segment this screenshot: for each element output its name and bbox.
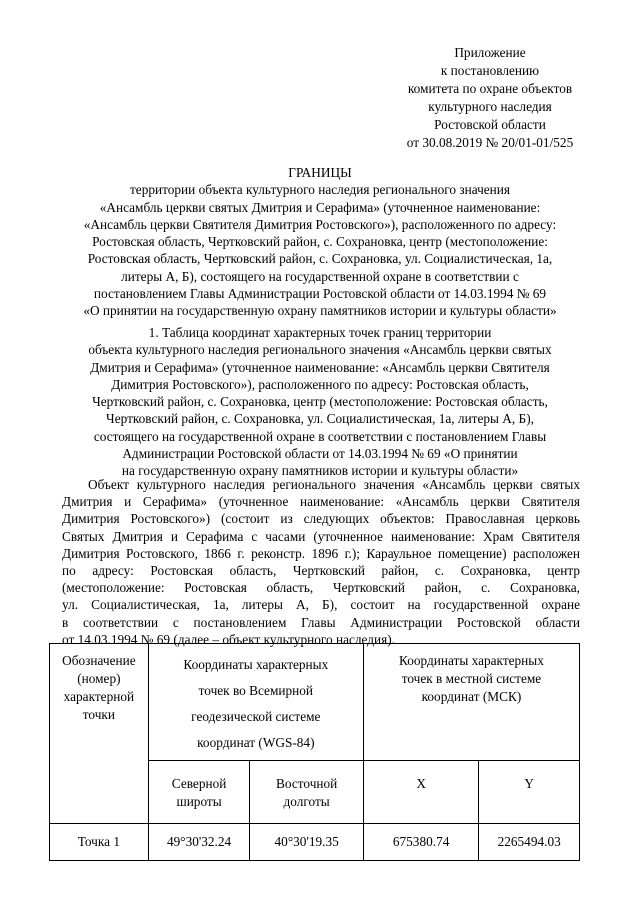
title-line: Ростовская область, Чертковский район, с. Сохрановка, центр (местоположение: bbox=[92, 234, 548, 250]
appendix-line: Ростовской области bbox=[434, 117, 546, 132]
caption-line: состоящего на государственной охране в соответствии с постановлением Главы bbox=[93, 428, 547, 444]
document-title bbox=[40, 164, 600, 320]
cell-latitude: 49°30'32.24 bbox=[148, 824, 250, 861]
title-line: Ростовская область, Чертковский район, с. Сохрановка, ул. Социалистическая, 1а, bbox=[87, 251, 553, 267]
title-line: литеры А, Б), состоящего на государственной охране в соответствии с bbox=[121, 268, 519, 284]
cell-longitude: 40°30'19.35 bbox=[250, 824, 364, 861]
paragraph-line: от 14.03.1994 № 69 (далее – объект культурного наследия). bbox=[62, 631, 395, 647]
header-text: точек во Всемирной bbox=[198, 683, 314, 698]
description-paragraph bbox=[62, 476, 580, 648]
title-line: постановлением Главы Администрации Ростовской области от 14.03.1994 № 69 bbox=[93, 286, 547, 302]
header-text: координат (МСК) bbox=[421, 689, 522, 704]
appendix-line: Приложение bbox=[454, 45, 526, 60]
header-msk-coordinates bbox=[363, 644, 579, 761]
caption-line: Чертковский район, с. Сохрановка, ул. Социалистическая, 1а, литеры А, Б), bbox=[106, 411, 534, 427]
title-line: территории объекта культурного наследия регионального значения bbox=[129, 182, 511, 198]
caption-line: Дмитрия и Серафима» (уточненное наименование: «Ансамбль церкви Святителя bbox=[90, 359, 550, 375]
paragraph-line: Объект культурного наследия регионального значения «Ансамбль церкви святых bbox=[88, 477, 580, 492]
subheader-text: Восточной bbox=[276, 776, 338, 791]
paragraph-line: Дмитрия и Серафима» (уточненное наименование: «Ансамбль церкви Святителя bbox=[62, 494, 580, 510]
header-text: характерной bbox=[63, 689, 135, 704]
subheader-latitude bbox=[148, 761, 250, 824]
appendix-line: к постановлению bbox=[440, 63, 540, 78]
header-text: Координаты характерных bbox=[399, 653, 544, 668]
header-text: Координаты характерных bbox=[183, 657, 329, 672]
paragraph-line: Святых Дмитрия и Серафима с часами (уточненное наименование: Храм Святителя bbox=[62, 528, 580, 544]
caption-line: на государственную охрану памятников истории и культуры области» bbox=[121, 463, 519, 479]
subheader-text: широты bbox=[176, 794, 222, 809]
header-wgs84-coordinates bbox=[148, 644, 363, 761]
paragraph-line: ул. Социалистическая, 1а, литеры А, Б), состоит на государственной охране bbox=[62, 597, 580, 613]
subheader-longitude bbox=[250, 761, 364, 824]
paragraph-line: Димитрия Ростовского») (состоит из следующих объектов: Православная церковь bbox=[62, 511, 580, 527]
caption-line: Димитрия Ростовского»), расположенного по адресу: Ростовская область, bbox=[111, 376, 529, 392]
cell-point: Точка 1 bbox=[50, 824, 149, 861]
header-text: координат (WGS-84) bbox=[197, 735, 315, 750]
coordinates-table bbox=[49, 643, 580, 861]
table-caption bbox=[40, 324, 600, 480]
title-line: «Ансамбль церкви святых Дмитрия и Серафима» (уточненное наименование: bbox=[99, 199, 541, 215]
header-point-designation bbox=[50, 644, 149, 824]
header-text: (номер) bbox=[77, 671, 121, 686]
paragraph-line: (местоположение: Ростовская область, Чертковский район, с. Сохрановка, bbox=[62, 580, 580, 596]
header-text: Обозначение bbox=[62, 653, 136, 668]
header-text: точки bbox=[82, 707, 115, 722]
title-heading: ГРАНИЦЫ bbox=[288, 165, 352, 180]
appendix-line: комитета по охране объектов bbox=[407, 81, 573, 96]
caption-line: Администрации Ростовской области от 14.03.1994 № 69 «О принятии bbox=[122, 446, 518, 462]
paragraph-line: по адресу: Ростовская область, Чертковский район, с. Сохрановка, центр bbox=[62, 563, 580, 579]
subheader-text: долготы bbox=[283, 794, 330, 809]
subheader-y: Y bbox=[479, 761, 580, 824]
cell-x: 675380.74 bbox=[363, 824, 478, 861]
table-row bbox=[50, 824, 580, 861]
appendix-line: от 30.08.2019 № 20/01-01/525 bbox=[406, 135, 574, 150]
subheader-x: X bbox=[363, 761, 478, 824]
paragraph-line: в соответствии с постановлением Главы Администрации Ростовской области bbox=[62, 614, 580, 630]
caption-line: объекта культурного наследия регионального значения «Ансамбль церкви святых bbox=[88, 342, 552, 358]
title-line: «О принятии на государственную охрану памятников истории и культуры области» bbox=[83, 303, 557, 319]
header-text: точек в местной системе bbox=[401, 671, 542, 686]
caption-line: Чертковский район, с. Сохрановка, центр (местоположение: Ростовская область, bbox=[92, 394, 548, 410]
paragraph-line: Димитрия Ростовского, 1866 г. реконстр. 1896 г.); Караульное помещение) расположен bbox=[62, 545, 580, 561]
appendix-header bbox=[380, 44, 600, 152]
table-header-row bbox=[50, 644, 580, 761]
appendix-line: культурного наследия bbox=[428, 99, 552, 114]
subheader-text: Северной bbox=[171, 776, 227, 791]
header-text: геодезической системе bbox=[191, 709, 321, 724]
title-line: «Ансамбль церкви Святителя Димитрия Ростовского»), расположенного по адресу: bbox=[83, 216, 557, 232]
caption-line: 1. Таблица координат характерных точек границ территории bbox=[148, 325, 492, 340]
cell-y: 2265494.03 bbox=[479, 824, 580, 861]
